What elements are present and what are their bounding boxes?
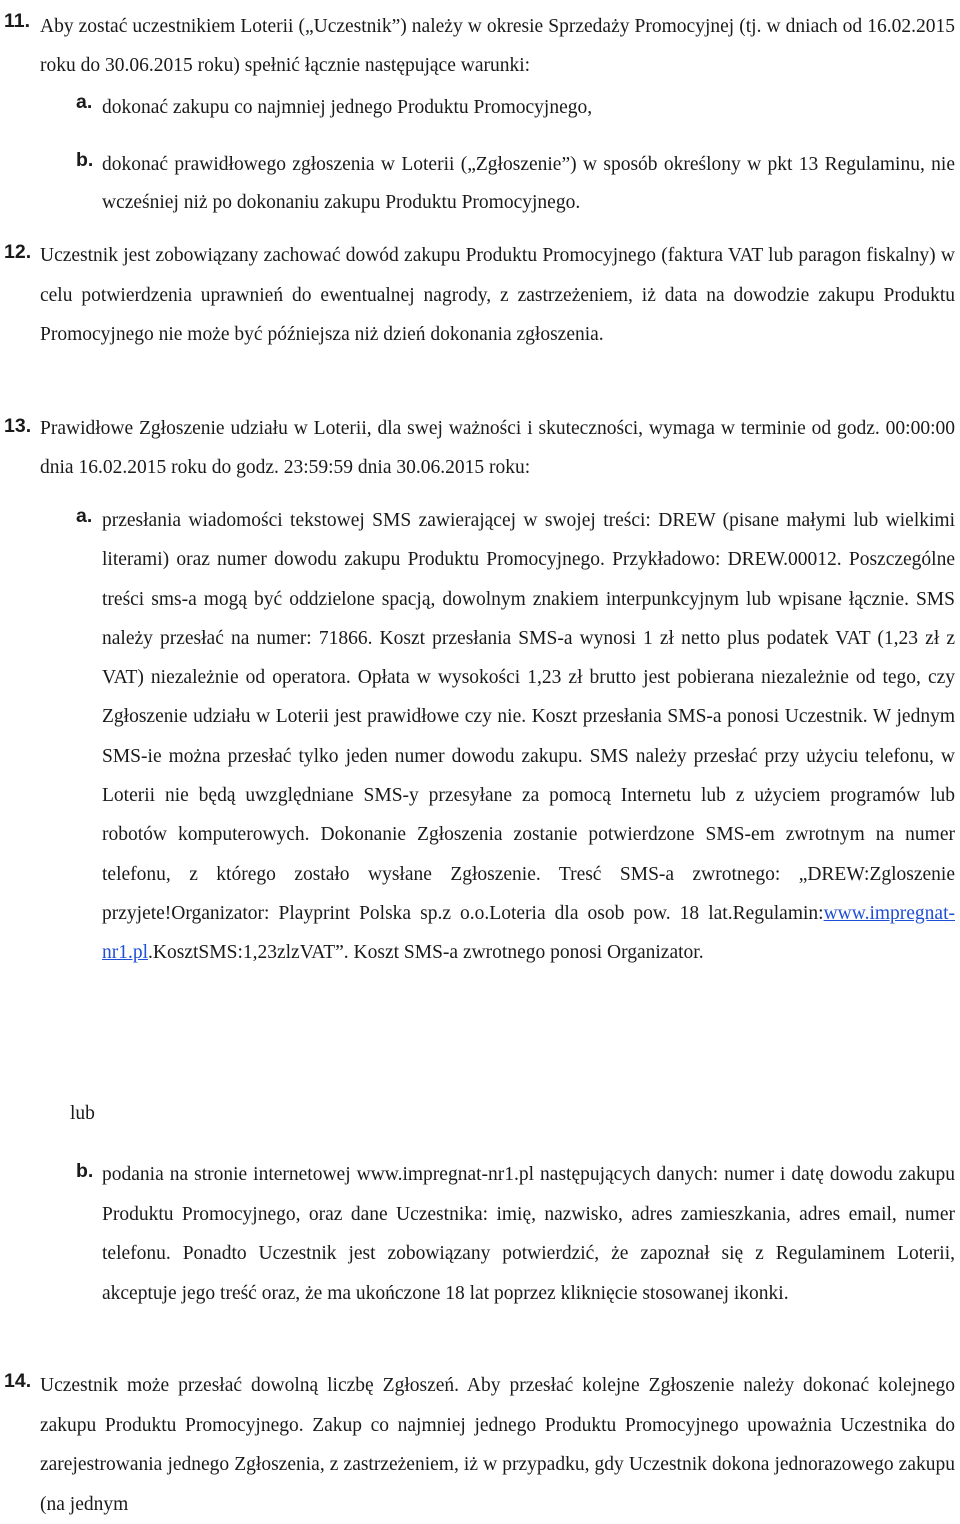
section-number-11: 11. [4,10,31,32]
or-connector: lub [70,1103,95,1124]
section-11-text: Aby zostać uczestnikiem Loterii („Uczestnik”) należy w okresie Sprzedaży Promocyjnej (tj. w dniach od 16.02.2015 roku do 30.06.2015 roku) spełnić łącznie następujące warunki: [40,16,955,76]
regulamin-link[interactable]: www.impregnat-nr1.pl [102,902,955,964]
section-14-text: Uczestnik może przesłać dowolną liczbę Zgłoszeń. Aby przesłać kolejne Zgłoszenie należy dokonać kolejnego zakupu Produktu Promocyjnego. Zakup co najmniej jednego Produktu Promocyjnego upoważnia Uczestnika do zarejestrowania jednego Zgłoszenia, z zastrzeżeniem, iż w przypadku, gdy Uczestnik dokona jednorazowego zakupu (na jednym [40,1375,955,1515]
section-13-item-a-text-part2: .KosztSMS:1,23zlzVAT”. Koszt SMS-a zwrotnego ponosi Organizator. [148,942,704,964]
section-11-item-a-text: dokonać zakupu co najmniej jednego Produktu Promocyjnego, [102,97,593,118]
section-13-item-b-text: podania na stronie internetowej www.impregnat-nr1.pl następujących danych: numer i datę dowodu zakupu Produktu Promocyjnego, oraz dane Uczestnika: imię, nazwisko, adres zamieszkania, adres email, numer telefonu. Ponadto Uczestnik jest zobowiązany potwierdzić, że zapoznał się z Regulaminem Loterii, akceptuje jego treść oraz, że ma ukończone 18 lat poprzez kliknięcie stosowanej ikonki. [102,1164,955,1304]
section-13-item-a-text [102,501,955,973]
section-13-item-a-text-part1: przesłania wiadomości tekstowej SMS zawierającej w swojej treści: DREW (pisane małymi lub wielkimi literami) oraz numer dowodu zakupu Produktu Promocyjnego. Przykładowo: DREW.00012. Poszczególne treści sms-a mogą być oddzielone spacją, dowolnym znakiem interpunkcyjnym lub wpisane łącznie. SMS należy przesłać na numer: 71866. Koszt przesłania SMS-a wynosi 1 zł netto plus podatek VAT (1,23 zł z VAT) niezależnie od operatora. Opłata w wysokości 1,23 zł brutto jest pobierana niezależnie od tego, czy Zgłoszenie udziału w Loterii jest prawidłowe czy nie. Koszt przesłania SMS-a ponosi Uczestnik. W jednym SMS-ie można przesłać tylko jeden numer dowodu zakupu. SMS należy przesłać przy użyciu telefonu, w Loterii nie będą uwzględniane SMS-y przesyłane za pomocą Internetu lub z użyciem programów lub robotów komputerowych. Dokonanie Zgłoszenia zostanie potwierdzone SMS-em zwrotnym na numer telefonu, z którego zostało wysłane Zgłoszenie. Tresć SMS-a zwrotnego: „DREW:Zgloszenie przyjete!Organizator: Playprint Polska sp.z o.o.Loteria dla osob pow. 18 lat.Regulamin: [102,510,955,924]
section-13-item-b-label: b. [76,1160,94,1182]
section-11-item-b-label: b. [76,149,94,171]
section-12-text: Uczestnik jest zobowiązany zachować dowód zakupu Produktu Promocyjnego (faktura VAT lub paragon fiskalny) w celu potwierdzenia uprawnień do ewentualnej nagrody, z zastrzeżeniem, iż data na dowodzie zakupu Produktu Promocyjnego nie może być późniejsza niż dzień dokonania zgłoszenia. [40,245,955,345]
section-13-text: Prawidłowe Zgłoszenie udziału w Loterii, dla swej ważności i skuteczności, wymaga w terminie od godz. 00:00:00 dnia 16.02.2015 roku do godz. 23:59:59 dnia 30.06.2015 roku: [40,418,955,478]
section-number-14: 14. [4,1370,32,1392]
section-13-item-a-label: a. [76,505,93,527]
section-number-13: 13. [4,415,32,437]
section-number-12: 12. [4,241,32,263]
section-11-item-a-label: a. [76,91,93,113]
section-11-item-b-text: dokonać prawidłowego zgłoszenia w Loterii („Zgłoszenie”) w sposób określony w pkt 13 Regulaminu, nie wcześniej niż po dokonaniu zakupu Produktu Promocyjnego. [102,154,955,213]
